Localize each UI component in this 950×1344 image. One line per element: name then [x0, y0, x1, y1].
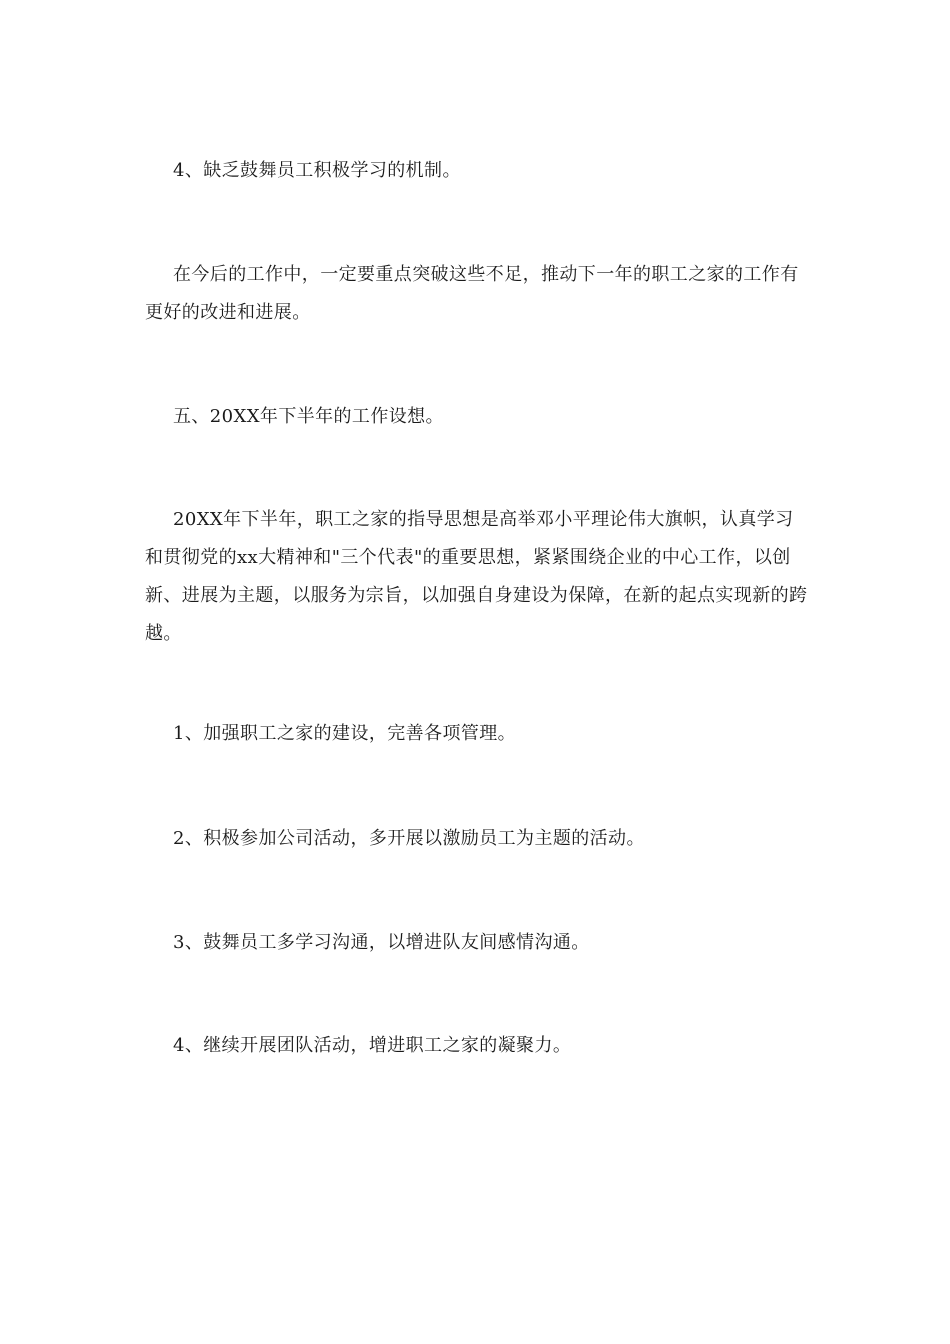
list-item-2: 2、积极参加公司活动，多开展以激励员工为主题的活动。 [173, 828, 645, 849]
list-item-1: 1、加强职工之家的建设，完善各项管理。 [173, 723, 517, 744]
paragraph-guiding-ideology: 20XX年下半年，职工之家的指导思想是高举邓小平理论伟大旗帜，认真学习和贯彻党的xx大精神和"三个代表"的重要思想，紧紧围绕企业的中心工作，以创新、进展为主题，以服务为宗旨，以加强自身建设为保障，在新的起点实现新的跨越。 [145, 509, 808, 644]
list-item-3: 3、鼓舞员工多学习沟通，以增进队友间感情沟通。 [173, 932, 590, 953]
section-heading-five: 五、20XX年下半年的工作设想。 [173, 406, 444, 427]
list-item-4: 4、继续开展团队活动，增进职工之家的凝聚力。 [173, 1035, 572, 1056]
paragraph-improvement-summary: 在今后的工作中，一定要重点突破这些不足，推动下一年的职工之家的工作有更好的改进和进展。 [145, 264, 799, 323]
paragraph-item-4-learning-mechanism: 4、缺乏鼓舞员工积极学习的机制。 [173, 160, 461, 181]
